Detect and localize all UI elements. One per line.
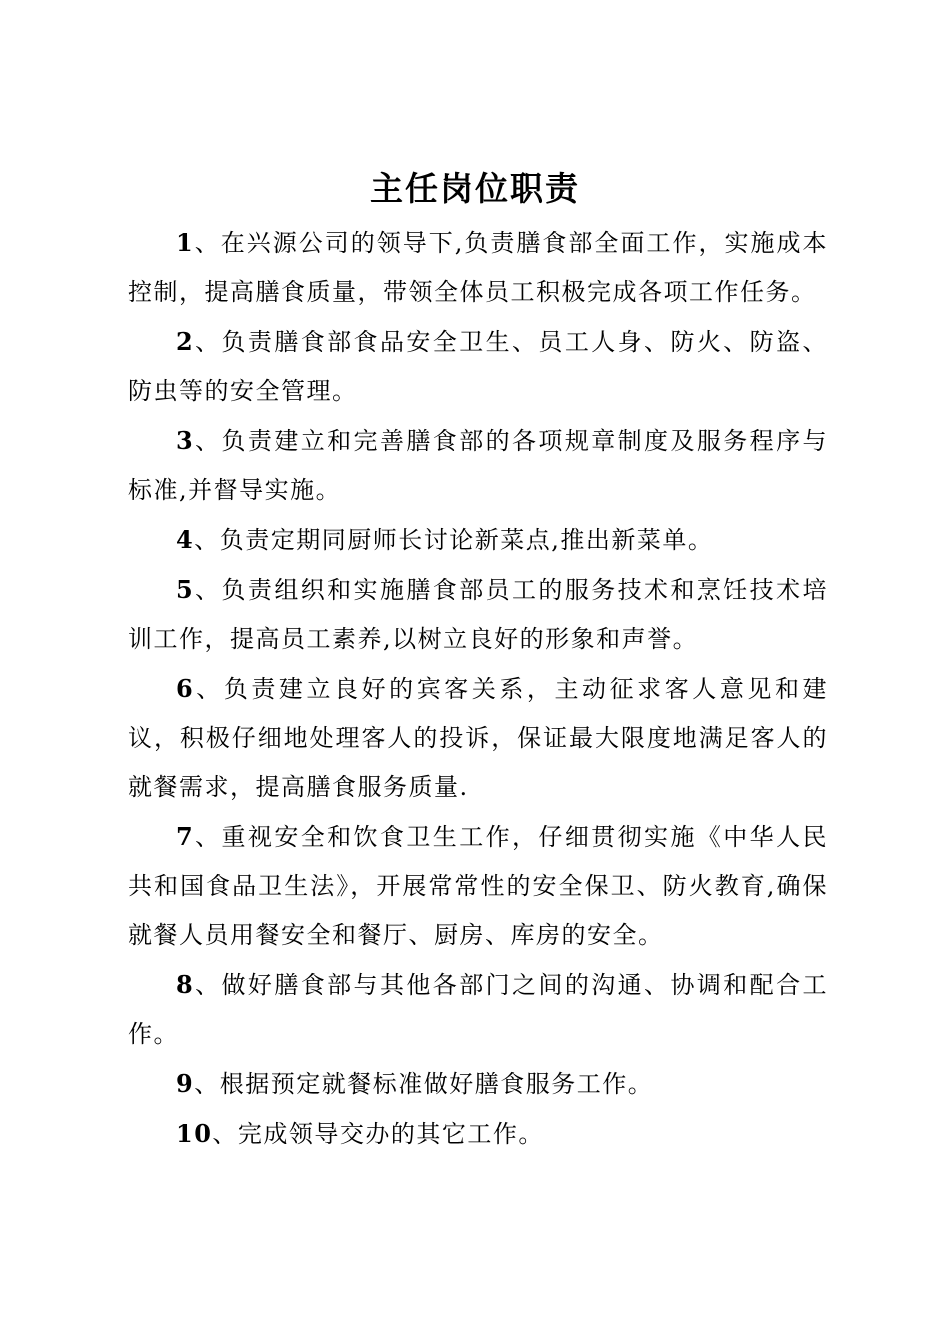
list-item bbox=[128, 664, 828, 812]
item-number: 10 bbox=[176, 1119, 213, 1148]
item-number: 8 bbox=[176, 970, 195, 999]
list-item bbox=[128, 1059, 828, 1109]
item-number: 2 bbox=[176, 327, 195, 356]
list-item bbox=[128, 416, 828, 515]
item-text: 、负责建立良好的宾客关系，主动征求客人意见和建议，积极仔细地处理客人的投诉，保证最大限度地满足客人的就餐需求，提高膳食服务质量. bbox=[128, 675, 828, 801]
item-number: 3 bbox=[176, 426, 195, 455]
item-text: 、负责组织和实施膳食部员工的服务技术和烹饪技术培训工作，提高员工素养,以树立良好的形象和声誉。 bbox=[128, 576, 828, 653]
item-text: 、做好膳食部与其他各部门之间的沟通、协调和配合工作。 bbox=[128, 971, 828, 1048]
duty-list bbox=[128, 218, 828, 1159]
item-number: 7 bbox=[176, 822, 195, 851]
list-item bbox=[128, 515, 828, 565]
item-text: 、在兴源公司的领导下,负责膳食部全面工作，实施成本控制，提高膳食质量，带领全体员工积极完成各项工作任务。 bbox=[128, 229, 828, 306]
item-text: 、根据预定就餐标准做好膳食服务工作。 bbox=[194, 1070, 654, 1098]
list-item bbox=[128, 317, 828, 416]
list-item bbox=[128, 960, 828, 1059]
list-item bbox=[128, 812, 828, 960]
item-number: 1 bbox=[176, 228, 195, 257]
item-number: 4 bbox=[176, 525, 195, 554]
item-text: 、完成领导交办的其它工作。 bbox=[212, 1120, 544, 1148]
list-item bbox=[128, 1109, 828, 1159]
item-text: 、负责建立和完善膳食部的各项规章制度及服务程序与标准,并督导实施。 bbox=[128, 427, 828, 504]
page-title: 主任岗位职责 bbox=[370, 169, 580, 208]
item-text: 、重视安全和饮食卫生工作，仔细贯彻实施《中华人民共和国食品卫生法》，开展常常性的安全保卫、防火教育,确保就餐人员用餐安全和餐厅、厨房、库房的安全。 bbox=[128, 823, 828, 949]
list-item bbox=[128, 218, 828, 317]
item-number: 6 bbox=[176, 674, 195, 703]
item-text: 、负责膳食部食品安全卫生、员工人身、防火、防盗、防虫等的安全管理。 bbox=[128, 328, 828, 405]
item-number: 9 bbox=[176, 1069, 195, 1098]
list-item bbox=[128, 565, 828, 664]
item-number: 5 bbox=[176, 575, 195, 604]
item-text: 、负责定期同厨师长讨论新菜点,推出新菜单。 bbox=[194, 526, 714, 554]
